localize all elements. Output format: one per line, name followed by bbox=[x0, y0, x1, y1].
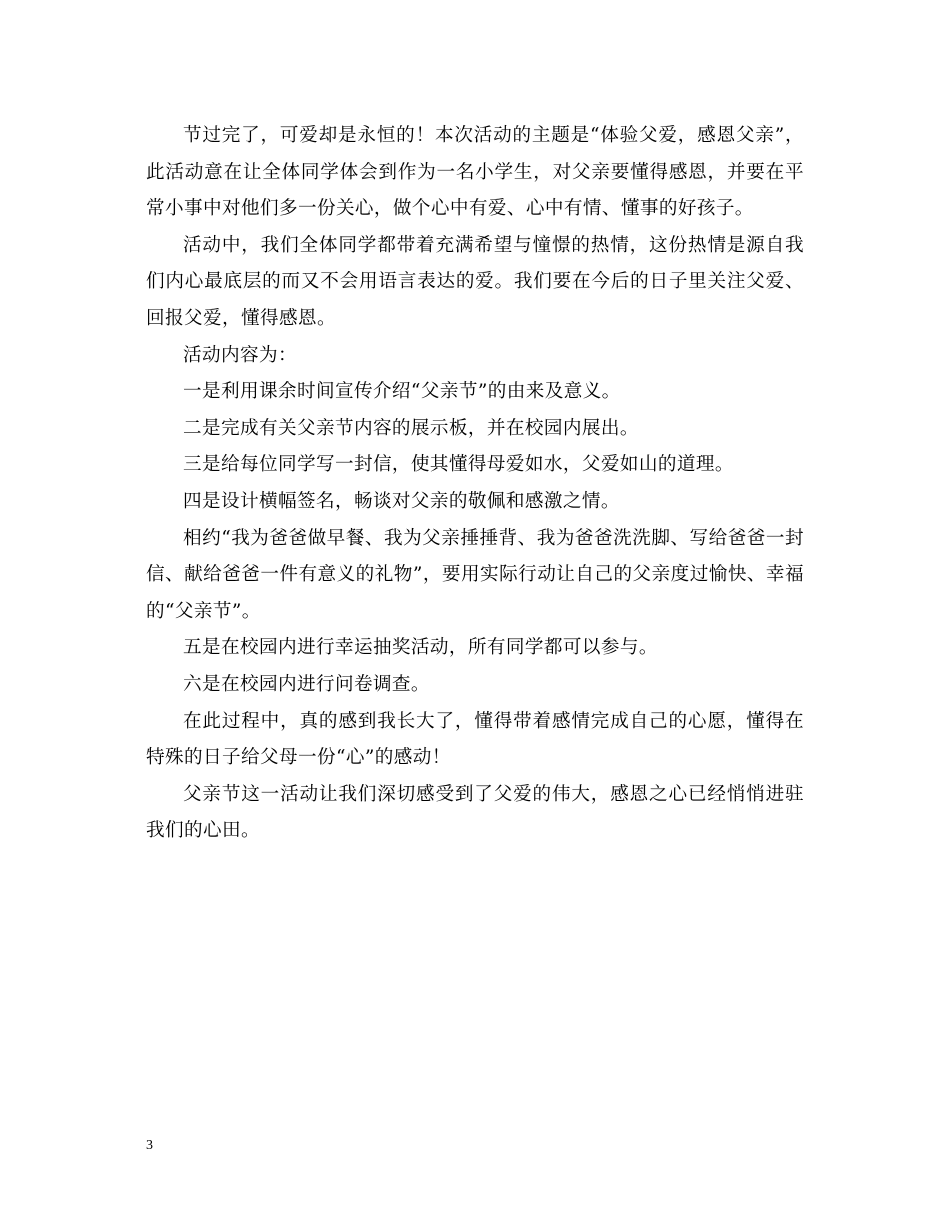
document-body bbox=[146, 118, 804, 850]
list-item: 六是在校园内进行问卷调查。 bbox=[183, 673, 430, 695]
paragraph: 相约“我为爸爸做早餐、我为父亲捶捶背、我为爸爸洗洗脚、写给爸爸一封信、献给爸爸一件有意义的礼物”，要用实际行动让自己的父亲度过愉快、幸福的“父亲节”。 bbox=[146, 527, 804, 622]
paragraph: 父亲节这一活动让我们深切感受到了父爱的伟大，感恩之心已经悄悄进驻我们的心田。 bbox=[146, 783, 804, 842]
list-item: 四是设计横幅签名，畅谈对父亲的敬佩和感激之情。 bbox=[183, 490, 620, 512]
list-item: 五是在校园内进行幸运抽奖活动，所有同学都可以参与。 bbox=[183, 637, 658, 659]
list-item: 三是给每位同学写一封信，使其懂得母爱如水，父爱如山的道理。 bbox=[183, 454, 734, 476]
paragraph: 活动中，我们全体同学都带着充满希望与憧憬的热情，这份热情是源自我们内心最底层的而又不会用语言表达的爱。我们要在今后的日子里关注父爱、回报父爱，懂得感恩。 bbox=[146, 234, 804, 329]
paragraph: 活动内容为： bbox=[183, 344, 297, 366]
paragraph: 在此过程中，真的感到我长大了，懂得带着感情完成自己的心愿，懂得在特殊的日子给父母一份“心”的感动！ bbox=[146, 710, 804, 769]
list-item: 二是完成有关父亲节内容的展示板，并在校园内展出。 bbox=[183, 417, 639, 439]
paragraph: 节过完了，可爱却是永恒的！本次活动的主题是“体验父爱，感恩父亲”，此活动意在让全体同学体会到作为一名小学生，对父亲要懂得感恩，并要在平常小事中对他们多一份关心，做个心中有爱、心中有情、懂事的好孩子。 bbox=[146, 125, 804, 220]
page-number: 3 bbox=[146, 1138, 153, 1153]
list-item: 一是利用课余时间宣传介绍“父亲节”的由来及意义。 bbox=[183, 381, 621, 403]
